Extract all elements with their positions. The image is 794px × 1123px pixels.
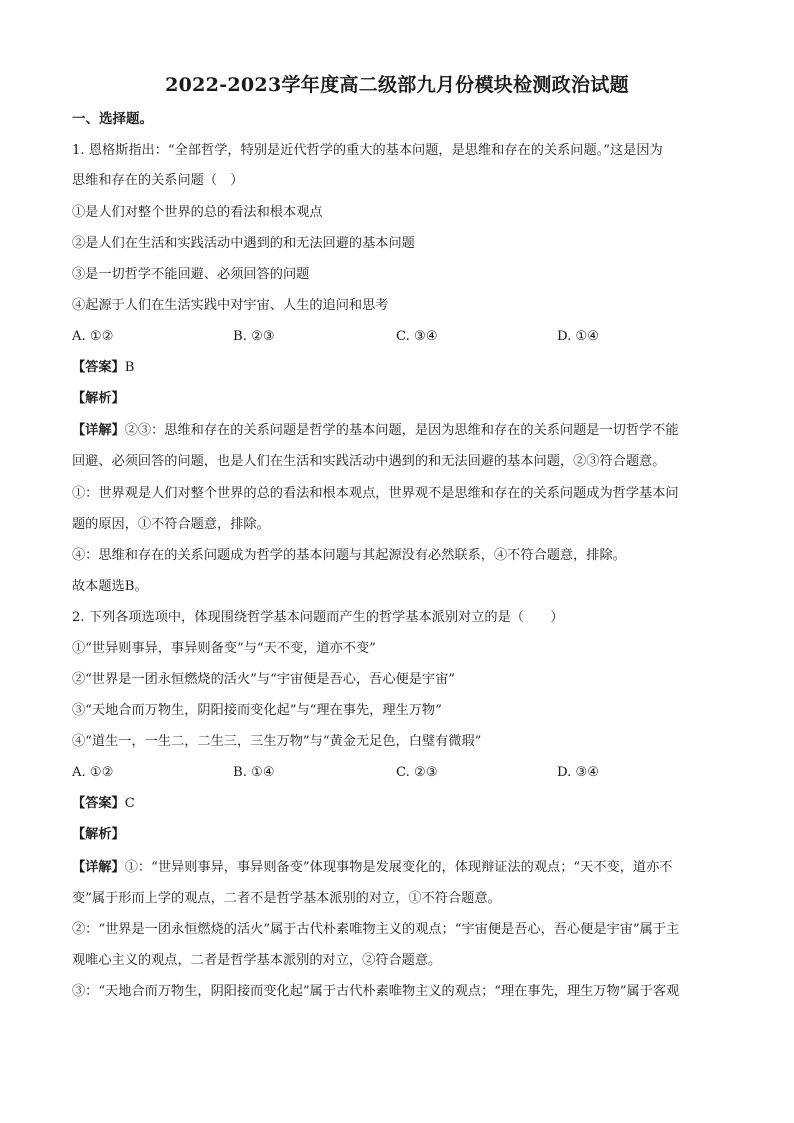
analysis-tag: 【解析】	[72, 391, 125, 406]
q1-stem-line-2: 思维和存在的关系问题（ ）	[72, 173, 244, 188]
detail-tag: 【详解】	[72, 423, 125, 438]
q2-option-a: A. ①②	[72, 765, 114, 780]
q1-item: ②是人们在生活和实践活动中遇到的和无法回避的基本问题	[72, 236, 415, 251]
q2-detail-line: ③：“天地合而万物生，阴阳接而变化起”属于古代朴素唯物主义的观点；“理在事先，理生万物”属于客观	[72, 984, 680, 999]
answer-tag: 【答案】	[72, 796, 125, 811]
q2-detail-line: ②：“世界是一团永恒燃烧的活火”属于古代朴素唯物主义的观点；“宇宙便是吾心，吾心便是宇宙”属于主	[72, 922, 680, 937]
q2-detail-line: 观唯心主义的观点，二者是哲学基本派别的对立，②符合题意。	[72, 953, 442, 968]
q2-detail-line	[72, 859, 672, 877]
q2-item: ④“道生一，一生二，二生三，三生万物”与“黄金无足色，白璧有微瑕”	[72, 734, 482, 749]
answer-value: C	[124, 796, 135, 811]
q2-option-b: B. ①④	[233, 765, 275, 780]
analysis-tag: 【解析】	[72, 827, 125, 842]
q2-item: ②“世界是一团永恒燃烧的活火”与“宇宙便是吾心，吾心便是宇宙”	[72, 672, 456, 687]
q1-analysis-tag	[72, 390, 125, 408]
q1-answer	[72, 359, 134, 377]
q2-item: ③“天地合而万物生，阴阳接而变化起”与“理在事先，理生万物”	[72, 703, 442, 718]
q1-option-c: C. ③④	[396, 329, 438, 344]
q1-item: ③是一切哲学不能回避、必须回答的问题	[72, 267, 310, 282]
q2-detail-line: 变”属于形而上学的观点，二者不是哲学基本派别的对立，①不符合题意。	[72, 891, 501, 906]
q2-stem: 2. 下列各项选项中，体现围绕哲学基本问题而产生的哲学基本派别对立的是（ ）	[72, 610, 564, 625]
page-title: 2022-2023学年度高二级部九月份模块检测政治试题	[165, 74, 629, 96]
q1-stem-line-1: 1. 恩格斯指出：“全部哲学，特别是近代哲学的重大的基本问题，是思维和存在的关系问题。”这是因为	[72, 143, 663, 158]
detail-text: ②③：思维和存在的关系问题是哲学的基本问题，是因为思维和存在的关系问题是一切哲学不能	[124, 423, 679, 438]
q1-detail-line: 回避、必须回答的问题，也是人们在生活和实践活动中遇到的和无法回避的基本问题，②③符合题意。	[72, 454, 666, 469]
q1-detail-line: 题的原因，①不符合题意，排除。	[72, 517, 270, 532]
q2-analysis-tag	[72, 826, 125, 844]
answer-tag: 【答案】	[72, 360, 125, 375]
q1-option-a: A. ①②	[72, 329, 114, 344]
q1-item: ①是人们对整个世界的总的看法和根本观点	[72, 205, 323, 220]
q1-item: ④起源于人们在生活实践中对宇宙、人生的追问和思考	[72, 298, 389, 313]
q2-option-c: C. ②③	[396, 765, 438, 780]
q2-answer	[72, 795, 135, 813]
q1-detail-line: ①：世界观是人们对整个世界的总的看法和根本观点，世界观不是思维和存在的关系问题成为哲学基本问	[72, 486, 679, 501]
q1-detail-line	[72, 422, 679, 440]
detail-text: ①：“世异则事异，事异则备变”体现事物是发展变化的，体现辩证法的观点；“天不变，道亦不	[124, 860, 673, 875]
q2-option-d: D. ③④	[557, 765, 600, 780]
answer-value: B	[124, 360, 135, 375]
q1-option-d: D. ①④	[557, 329, 600, 344]
detail-tag: 【详解】	[72, 860, 125, 875]
q2-item: ①“世异则事异，事异则备变”与“天不变，道亦不变”	[72, 641, 376, 656]
section-heading: 一、选择题。	[72, 111, 153, 127]
q1-detail-line: ④：思维和存在的关系问题成为哲学的基本问题与其起源没有必然联系，④不符合题意，排除。	[72, 548, 626, 563]
q1-option-b: B. ②③	[233, 329, 275, 344]
q1-conclusion: 故本题选B。	[72, 579, 148, 594]
